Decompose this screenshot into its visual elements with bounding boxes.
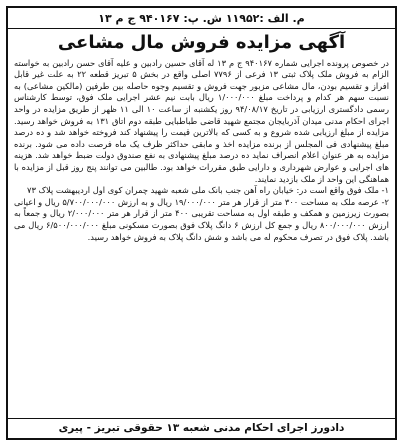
property-address-item: ۱- ملک فوق واقع است در: خیابان راه آهن جنب بانک ملی شعبه شهید چمران کوی اول اردیبهشت پلاک ۷۳ bbox=[27, 185, 389, 196]
auction-notice bbox=[6, 6, 397, 440]
notice-title: آگهی مزایده فروش مال مشاعی bbox=[57, 32, 346, 53]
reference-number: م. الف :۱۱۹۵۲ ش. پ: ۹۴۰۱۶۷ ج م ۱۳ bbox=[8, 12, 395, 29]
notice-body: در خصوص پرونده اجرایی شماره ۹۴۰۱۶۷ ج م ۱۳ له آقای حسین رادبین و علیه آقای حسن رادبین به خواسته الزام به فروش ملک پلاک ثبتی ۱۳ فرعی از ۷۷۹۶ اصلی واقع در بخش ۵ تبریز قطعه ۲۲ به علت غیر قابل افراز و تقسیم بودن، مال مشاعی مزبور جهت فروش و تقسیم وجوه حاصله بین طرفین (مالکین مشاعی) به نسبت سهم هر کدام و پرداخت مبلغ ۱/۰۰۰/۰۰۰ ریال بابت نیم عشر اجرایی ملک فوق، توسط کارشناس رسمی دادگستری ارزیابی در تاریخ ۹۴/۰۸/۱۷ روز یکشنبه از ساعت ۱۰ الی ۱۱ ظهر از طریق مزایده در واحد اجرای احکام مدنی میدان آذربایجان مجتمع شهید قاضی طباطبایی طبقه دوم اتاق ۱۳۱ به فروش خواهد رسید. مزایده از مبلغ ارزیابی شده شروع و به کسی که بالاترین قیمت را پیشنهاد کند فروخته خواهد شد و ده درصد مبلغ پیشنهادی فی المجلس از برنده مزایده اخذ و مابقی حداکثر ظرف یک ماه فرصت داده می شود. برنده مزایده به هر عنوان اعلام انصراف نماید ده درصد مبلغ پیشنهادی به نفع صندوق دولت ضبط خواهد شد. هزینه های اجرایی و عوارض شهرداری و دارایی طبق مقررات خواهد بود. طالبین می توانند پنج روز قبل از مزایده با هماهنگی این واحد از ملک بازدید نمایند. bbox=[14, 57, 390, 184]
signature: دادورز اجرای احکام مدنی شعبه ۱۳ حقوقی تبریز - پیری bbox=[8, 418, 395, 438]
property-valuation-item: ۲- عرصه ملک به مساحت ۳۰۰ متر از قرار هر متر ۱۹/۰۰۰/۰۰۰ ریال و به ارزش ۵/۷۰۰/۰۰۰/۰۰۰ ریال و اعیانی بصورت زیرزمین و همکف و طبقه اول به مساحت تقریبی ۴۰۰ متر از قرار هر متر ۲/۰۰۰/۰۰۰ ریال و جمعاً به ارزش ۸۰۰/۰۰۰/۰۰۰ ریال و جمع کل ارزش ۶ دانگ پلاک فوق بصورت مسکونی مبلغ ۶/۵۰۰/۰۰۰/۰۰۰ ریال می باشد. پلاک فوق در تصرف محکوم له می باشد و شش دانگ پلاک به فروش خواهد رسید. bbox=[14, 196, 389, 242]
